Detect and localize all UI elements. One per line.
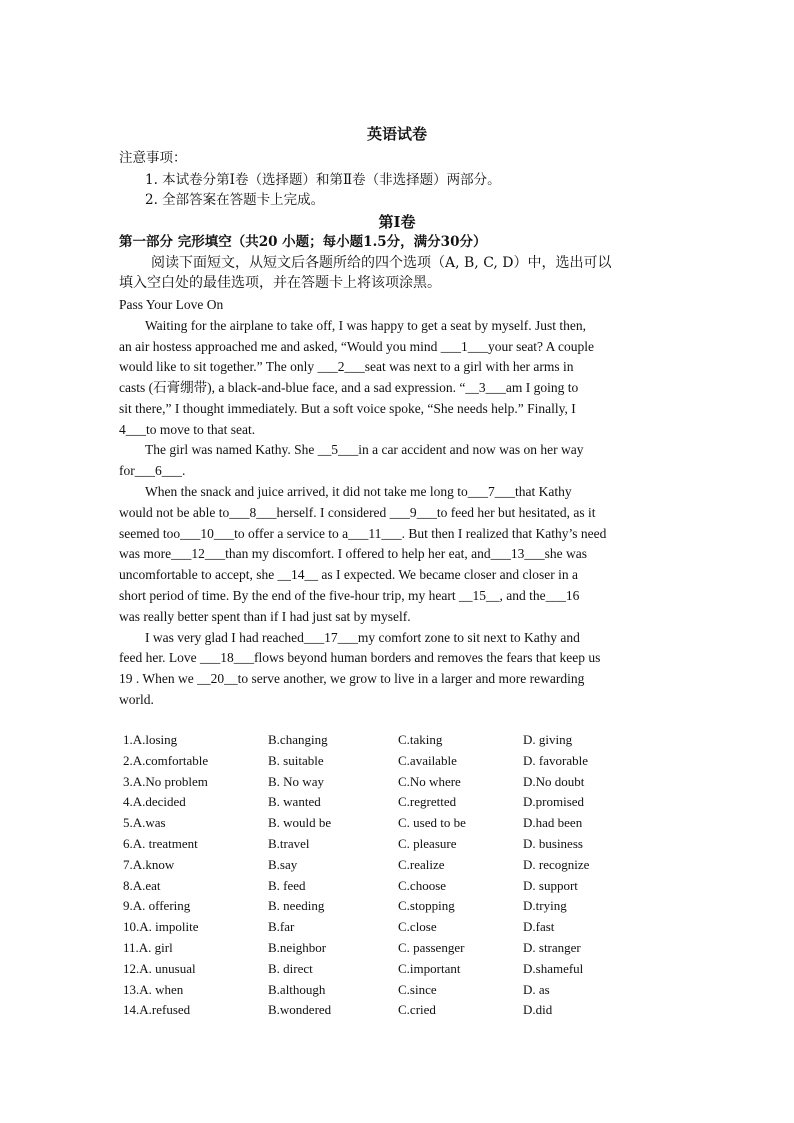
option-b: B.although xyxy=(268,981,326,997)
option-d: D.fast xyxy=(523,919,555,935)
option-b: B. wanted xyxy=(268,794,321,810)
passage-line: 4___to move to that seat. xyxy=(119,422,256,437)
option-b: B. suitable xyxy=(268,752,324,768)
passage-title: Pass Your Love On xyxy=(119,297,224,312)
option-a: 10.A. impolite xyxy=(123,919,199,935)
option-c: C. passenger xyxy=(398,939,465,955)
option-row xyxy=(123,940,683,961)
option-row xyxy=(123,919,683,940)
option-c: C.stopping xyxy=(398,898,455,914)
instructions-line-2: 填入空白处的最佳选项，并在答题卡上将该项涂黑。 xyxy=(119,275,441,291)
option-row xyxy=(123,878,683,899)
option-b: B. needing xyxy=(268,898,325,914)
option-d: D. as xyxy=(523,981,550,997)
option-c: C.regretted xyxy=(398,794,457,810)
page-title: 英语试卷 xyxy=(366,125,427,143)
option-c: C.close xyxy=(398,919,437,935)
passage-line: short period of time. By the end of the five-hour trip, my heart __15__, and the___16 xyxy=(119,588,580,603)
option-row xyxy=(123,753,683,774)
option-b: B. direct xyxy=(268,960,313,976)
passage-line: When the snack and juice arrived, it did not take me long to___7___that Kathy xyxy=(145,484,572,499)
option-row xyxy=(123,982,683,1003)
passage-line: world. xyxy=(119,692,154,707)
option-row xyxy=(123,836,683,857)
option-b: B. No way xyxy=(268,773,324,789)
volume-heading: 第Ⅰ卷 xyxy=(378,213,416,231)
option-c: C.important xyxy=(398,960,461,976)
option-row xyxy=(123,1002,683,1023)
passage-line: was really better spent than if I had just sat by myself. xyxy=(119,609,411,624)
passage-line: an air hostess approached me and asked, “Would you mind ___1___your seat? A couple xyxy=(119,339,595,354)
option-b: B.travel xyxy=(268,835,310,851)
option-row xyxy=(123,961,683,982)
passage-line: for___6___. xyxy=(119,463,186,478)
option-a: 11.A. girl xyxy=(123,939,173,955)
passage-line: would like to sit together.” The only ___2___seat was next to a girl with her arms in xyxy=(119,359,574,374)
option-a: 12.A. unusual xyxy=(123,960,196,976)
option-row xyxy=(123,857,683,878)
passage-line: The girl was named Kathy. She __5___in a car accident and now was on her way xyxy=(145,442,584,457)
passage-line: uncomfortable to accept, she __14__ as I expected. We became closer and closer in a xyxy=(119,567,578,582)
instructions-line-1: 阅读下面短文，从短文后各题所给的四个选项（A, B, C, D）中，选出可以 xyxy=(151,255,612,271)
option-c: C.realize xyxy=(398,856,445,872)
option-d: D. favorable xyxy=(523,752,588,768)
option-d: D. recognize xyxy=(523,856,590,872)
option-b: B.say xyxy=(268,856,298,872)
option-a: 2.A.comfortable xyxy=(123,752,209,768)
option-c: C.No where xyxy=(398,773,461,789)
notice-item-1: 1. 本试卷分第Ⅰ卷（选择题）和第Ⅱ卷（非选择题）两部分。 xyxy=(145,172,501,188)
option-row xyxy=(123,815,683,836)
passage-line: casts (石膏绷带), a black-and-blue face, and a sad expression. “__3___am I going to xyxy=(119,380,579,395)
passage-line: I was very glad I had reached___17___my comfort zone to sit next to Kathy and xyxy=(145,630,580,645)
notice-label: 注意事项： xyxy=(119,150,187,166)
passage-line: was more___12___than my discomfort. I offered to help her eat, and___13___she was xyxy=(119,546,588,561)
option-d: D. stranger xyxy=(523,939,581,955)
passage-line: sit there,” I thought immediately. But a soft voice spoke, “She needs help.” Finally, I xyxy=(119,401,576,416)
options-table xyxy=(123,732,683,1023)
option-c: C.since xyxy=(398,981,437,997)
option-row xyxy=(123,732,683,753)
option-c: C. used to be xyxy=(398,815,466,831)
option-c: C.choose xyxy=(398,877,447,893)
option-c: C.taking xyxy=(398,732,443,747)
option-a: 13.A. when xyxy=(123,981,184,997)
option-b: B. feed xyxy=(268,877,306,893)
option-b: B.neighbor xyxy=(268,939,327,955)
option-a: 6.A. treatment xyxy=(123,835,198,851)
option-row xyxy=(123,898,683,919)
option-a: 7.A.know xyxy=(123,856,175,872)
option-c: C. pleasure xyxy=(398,835,457,851)
option-c: C.available xyxy=(398,752,457,768)
passage-line: 19 . When we __20__to serve another, we grow to live in a larger and more rewarding xyxy=(119,671,585,686)
option-a: 8.A.eat xyxy=(123,877,161,893)
part-heading: 第一部分 完形填空（共20 小题；每小题1.5分，满分30分） xyxy=(119,234,487,250)
option-b: B.changing xyxy=(268,732,328,747)
option-a: 5.A.was xyxy=(123,815,166,831)
option-a: 3.A.No problem xyxy=(123,773,208,789)
option-d: D.had been xyxy=(523,815,583,831)
option-b: B. would be xyxy=(268,815,332,831)
option-c: C.cried xyxy=(398,1002,436,1018)
option-d: D. giving xyxy=(523,732,573,747)
option-b: B.far xyxy=(268,919,295,935)
passage-line: Waiting for the airplane to take off, I was happy to get a seat by myself. Just then, xyxy=(145,318,587,333)
option-a: 14.A.refused xyxy=(123,1002,191,1018)
option-a: 4.A.decided xyxy=(123,794,186,810)
option-row xyxy=(123,774,683,795)
option-d: D.trying xyxy=(523,898,567,914)
option-d: D. support xyxy=(523,877,578,893)
notice-item-2: 2. 全部答案在答题卡上完成。 xyxy=(145,192,325,208)
option-a: 9.A. offering xyxy=(123,898,191,914)
option-d: D.No doubt xyxy=(523,773,585,789)
passage-line: feed her. Love ___18___flows beyond human borders and removes the fears that keep us xyxy=(119,650,601,665)
option-d: D.shameful xyxy=(523,960,584,976)
option-d: D.did xyxy=(523,1002,553,1018)
option-b: B.wondered xyxy=(268,1002,332,1018)
passage-line: would not be able to___8___herself. I considered ___9___to feed her but hesitated, as it xyxy=(119,505,596,520)
option-d: D.promised xyxy=(523,794,585,810)
option-a: 1.A.losing xyxy=(123,732,178,747)
option-d: D. business xyxy=(523,835,583,851)
passage-line: seemed too___10___to offer a service to a___11___. But then I realized that Kathy’s need xyxy=(119,526,607,541)
option-row xyxy=(123,794,683,815)
